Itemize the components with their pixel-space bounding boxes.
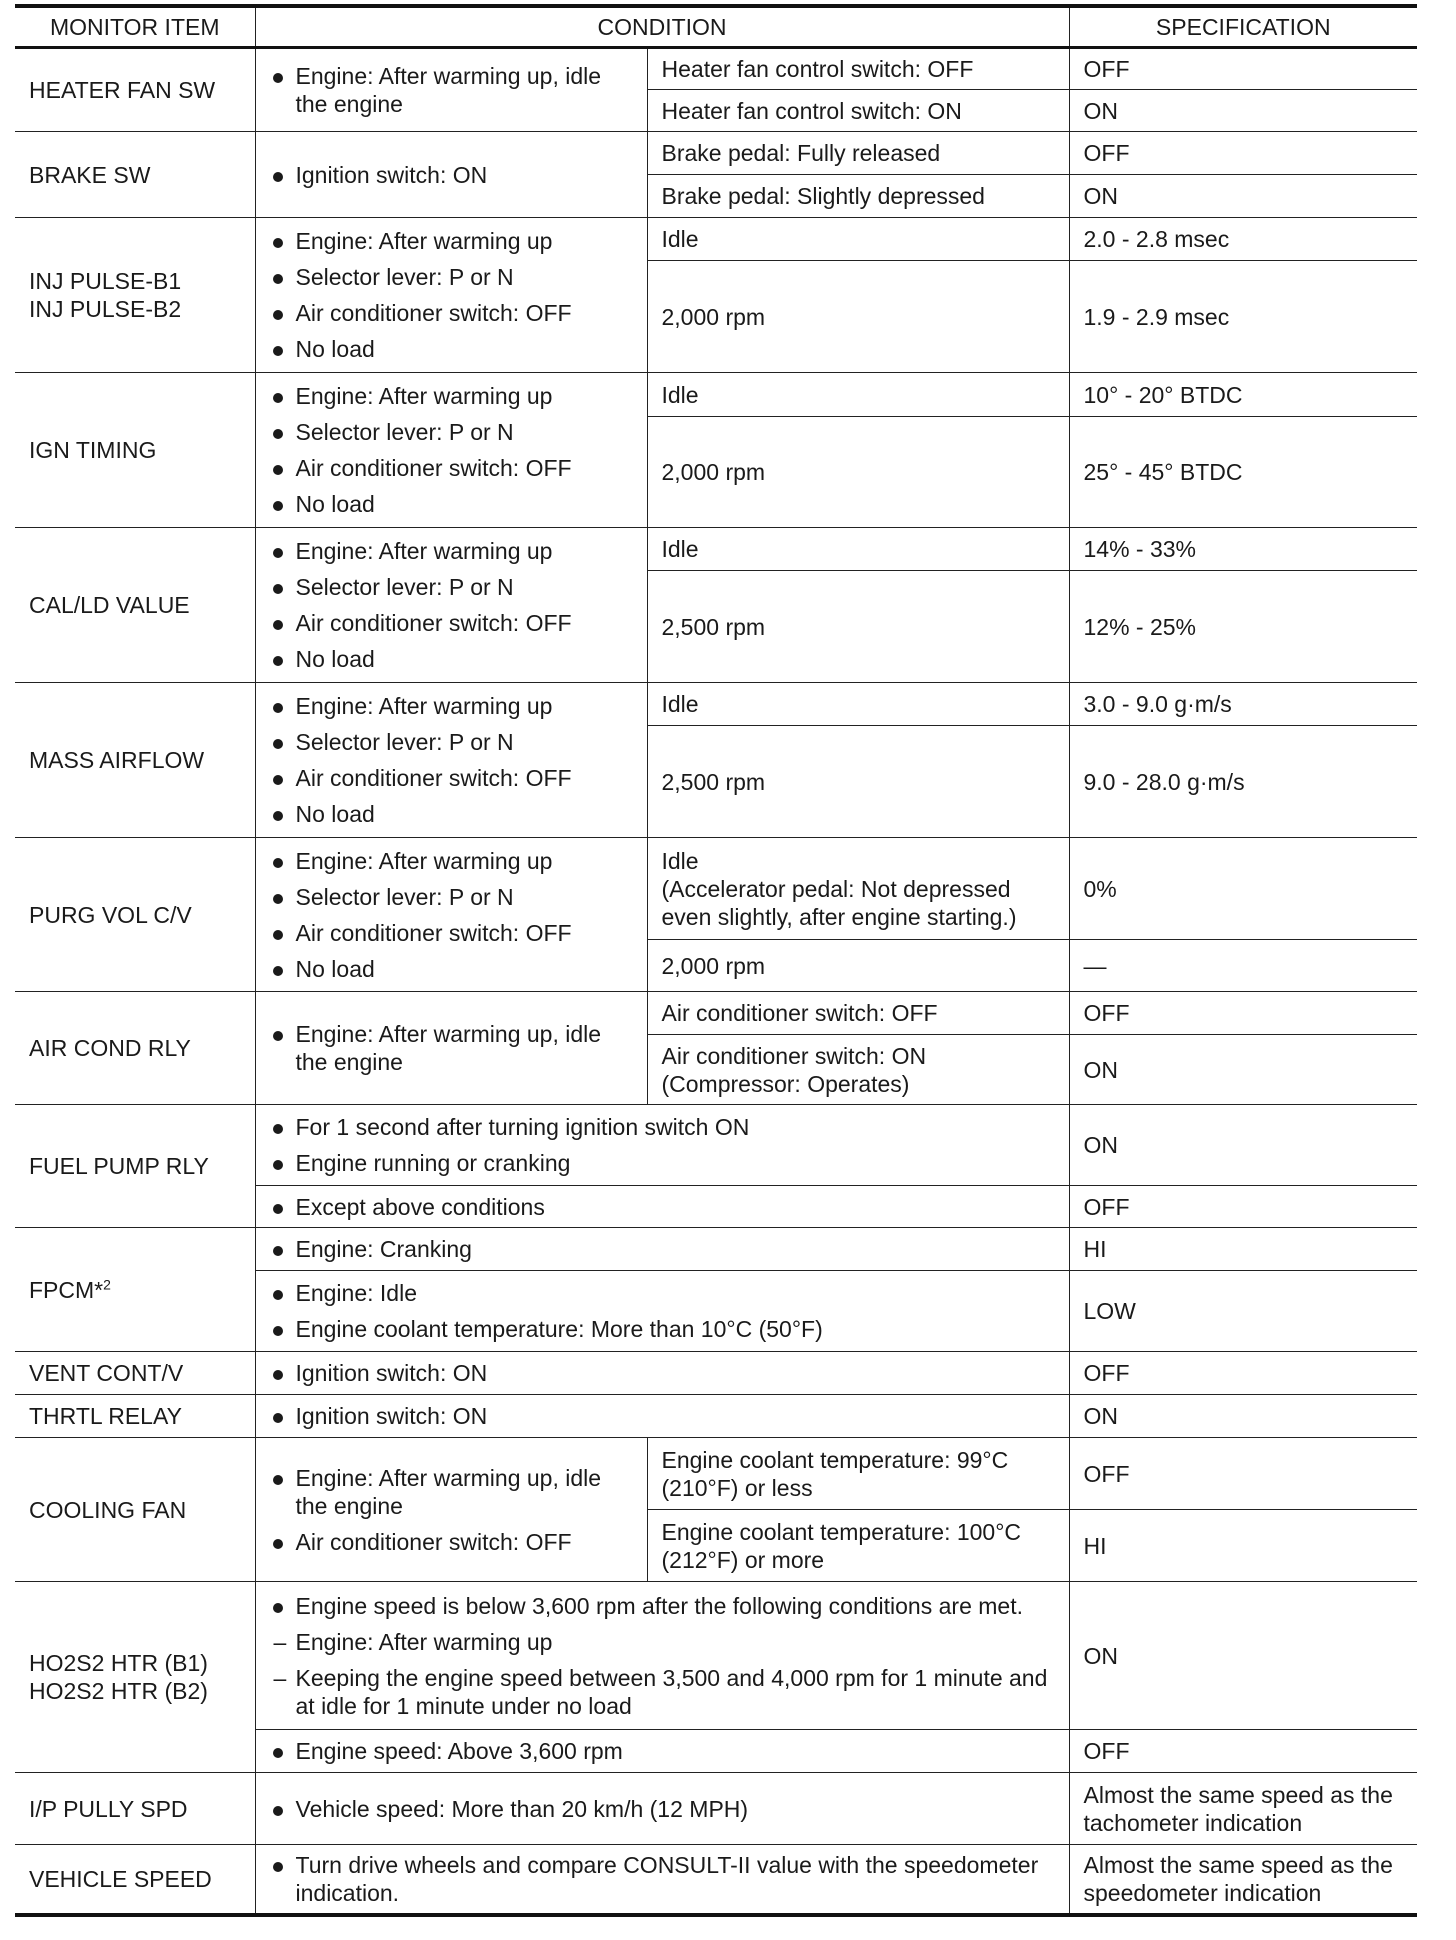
condition-cell (255, 132, 647, 218)
condition-cell (255, 1352, 1069, 1395)
condition-bullet: Selector lever: P or N (270, 573, 633, 601)
condition-cell (255, 1773, 1069, 1845)
sub-condition: 2,500 rpm (647, 726, 1069, 838)
condition-bullet: Engine speed: Above 3,600 rpm (270, 1737, 1055, 1765)
header-monitor-item: MONITOR ITEM (15, 6, 255, 48)
condition-bullet: Engine speed is below 3,600 rpm after the following conditions are met. (270, 1592, 1055, 1620)
condition-bullet: Engine: After warming up (270, 692, 633, 720)
table-row (15, 1438, 1417, 1510)
monitor-item: COOLING FAN (15, 1438, 255, 1582)
condition-bullet: Engine: Cranking (270, 1235, 1055, 1263)
sub-condition: Air conditioner switch: OFF (647, 992, 1069, 1035)
monitor-item: MASS AIRFLOW (15, 683, 255, 838)
monitor-item: BRAKE SW (15, 132, 255, 218)
condition-cell (255, 373, 647, 528)
condition-bullet: Air conditioner switch: OFF (270, 1528, 633, 1556)
table-row (15, 373, 1417, 417)
condition-cell (255, 218, 647, 373)
footnote-marker: 2 (103, 1275, 111, 1292)
sub-condition: Idle (647, 218, 1069, 261)
header-condition: CONDITION (255, 6, 1069, 48)
specification-value: 14% - 33% (1069, 528, 1417, 571)
condition-cell (255, 1105, 1069, 1186)
condition-sub-item: – Keeping the engine speed between 3,500 and 4,000 rpm for 1 minute and at idle for 1 minute under no load (270, 1664, 1055, 1720)
condition-bullet: Engine: After warming up, idle the engine (270, 1464, 633, 1520)
condition-cell (255, 683, 647, 838)
specification-value: OFF (1069, 1352, 1417, 1395)
table-row (15, 1773, 1417, 1845)
sub-condition: 2,000 rpm (647, 940, 1069, 992)
condition-sub-item: – Engine: After warming up (270, 1628, 1055, 1656)
condition-bullet: Engine coolant temperature: More than 10°C (50°F) (270, 1315, 1055, 1343)
specification-value: 10° - 20° BTDC (1069, 373, 1417, 417)
sub-condition: Engine coolant temperature: 99°C (210°F) or less (647, 1438, 1069, 1510)
table-row (15, 1105, 1417, 1186)
specification-value: 0% (1069, 838, 1417, 940)
monitor-item: AIR COND RLY (15, 992, 255, 1105)
condition-cell (255, 1845, 1069, 1915)
specification-value: ON (1069, 175, 1417, 218)
condition-bullet: Selector lever: P or N (270, 728, 633, 756)
specification-value: ON (1069, 90, 1417, 132)
condition-bullet: No load (270, 955, 633, 983)
monitor-item: INJ PULSE-B1 INJ PULSE-B2 (15, 218, 255, 373)
condition-bullet: Engine: After warming up (270, 537, 633, 565)
condition-cell (255, 1228, 1069, 1271)
monitor-item: I/P PULLY SPD (15, 1773, 255, 1845)
condition-cell (255, 48, 647, 132)
table-row (15, 1582, 1417, 1730)
monitor-item: FUEL PUMP RLY (15, 1105, 255, 1228)
specification-value: HI (1069, 1228, 1417, 1271)
condition-cell (255, 1395, 1069, 1438)
monitor-item (15, 1228, 255, 1352)
specification-value: — (1069, 940, 1417, 992)
condition-bullet: Air conditioner switch: OFF (270, 299, 633, 327)
sub-condition: Idle (647, 373, 1069, 417)
monitor-item: VEHICLE SPEED (15, 1845, 255, 1915)
monitor-item: HO2S2 HTR (B1) HO2S2 HTR (B2) (15, 1582, 255, 1773)
condition-cell (255, 528, 647, 683)
header-specification: SPECIFICATION (1069, 6, 1417, 48)
table-row (15, 1352, 1417, 1395)
sub-condition: 2,500 rpm (647, 571, 1069, 683)
specification-value: HI (1069, 1510, 1417, 1582)
specification-value: 25° - 45° BTDC (1069, 417, 1417, 528)
specification-value: ON (1069, 1105, 1417, 1186)
condition-bullet: Engine: After warming up (270, 227, 633, 255)
table-row (15, 218, 1417, 261)
specification-value: OFF (1069, 48, 1417, 90)
sub-condition: 2,000 rpm (647, 417, 1069, 528)
specification-value: 2.0 - 2.8 msec (1069, 218, 1417, 261)
table-row (15, 132, 1417, 175)
specification-value: LOW (1069, 1271, 1417, 1352)
specification-value: OFF (1069, 1186, 1417, 1228)
table-row (15, 528, 1417, 571)
sub-condition: Engine coolant temperature: 100°C (212°F) or more (647, 1510, 1069, 1582)
sub-condition: Idle (Accelerator pedal: Not depressed even slightly, after engine starting.) (647, 838, 1069, 940)
condition-cell (255, 838, 647, 992)
specification-value: OFF (1069, 1438, 1417, 1510)
specification-value: ON (1069, 1582, 1417, 1730)
monitor-item: PURG VOL C/V (15, 838, 255, 992)
condition-cell (255, 1186, 1069, 1228)
condition-bullet: Air conditioner switch: OFF (270, 919, 633, 947)
condition-bullet: Turn drive wheels and compare CONSULT-II value with the speedometer indication. (270, 1851, 1055, 1907)
specification-value: OFF (1069, 1730, 1417, 1773)
specification-value: ON (1069, 1035, 1417, 1105)
condition-bullet: For 1 second after turning ignition switch ON (270, 1113, 1055, 1141)
condition-bullet: Engine: After warming up, idle the engine (270, 62, 633, 118)
specification-value: ON (1069, 1395, 1417, 1438)
condition-bullet: Ignition switch: ON (270, 1359, 1055, 1387)
specification-value: Almost the same speed as the speedometer indication (1069, 1845, 1417, 1915)
condition-bullet: No load (270, 645, 633, 673)
specification-value: 1.9 - 2.9 msec (1069, 261, 1417, 373)
sub-condition: Heater fan control switch: ON (647, 90, 1069, 132)
condition-bullet: No load (270, 490, 633, 518)
monitor-item: HEATER FAN SW (15, 48, 255, 132)
condition-bullet: Air conditioner switch: OFF (270, 764, 633, 792)
header-row (15, 6, 1417, 48)
monitor-item: VENT CONT/V (15, 1352, 255, 1395)
sub-condition: Brake pedal: Slightly depressed (647, 175, 1069, 218)
monitor-item: IGN TIMING (15, 373, 255, 528)
specification-value: 3.0 - 9.0 g·m/s (1069, 683, 1417, 726)
sub-condition: Air conditioner switch: ON (Compressor: Operates) (647, 1035, 1069, 1105)
condition-cell (255, 1438, 647, 1582)
condition-bullet: Engine: After warming up (270, 382, 633, 410)
condition-cell (255, 1271, 1069, 1352)
condition-bullet: Selector lever: P or N (270, 883, 633, 911)
condition-bullet: Except above conditions (270, 1193, 1055, 1221)
specification-value: Almost the same speed as the tachometer indication (1069, 1773, 1417, 1845)
condition-bullet: Air conditioner switch: OFF (270, 454, 633, 482)
table-row (15, 1395, 1417, 1438)
table-row (15, 1228, 1417, 1271)
condition-cell (255, 1730, 1069, 1773)
monitor-item-label: FPCM* (29, 1276, 104, 1303)
specification-value: 9.0 - 28.0 g·m/s (1069, 726, 1417, 838)
table-row (15, 838, 1417, 940)
condition-bullet: Engine: Idle (270, 1279, 1055, 1307)
monitor-item: CAL/LD VALUE (15, 528, 255, 683)
specification-value: 12% - 25% (1069, 571, 1417, 683)
monitor-item: THRTL RELAY (15, 1395, 255, 1438)
condition-bullet: Selector lever: P or N (270, 263, 633, 291)
table-row (15, 992, 1417, 1035)
condition-bullet: Engine: After warming up, idle the engine (270, 1020, 633, 1076)
specification-value: OFF (1069, 992, 1417, 1035)
table-row (15, 683, 1417, 726)
sub-condition: Brake pedal: Fully released (647, 132, 1069, 175)
sub-condition: Heater fan control switch: OFF (647, 48, 1069, 90)
condition-bullet: Ignition switch: ON (270, 1402, 1055, 1430)
condition-bullet: No load (270, 800, 633, 828)
condition-bullet: Engine running or cranking (270, 1149, 1055, 1177)
condition-bullet: Selector lever: P or N (270, 418, 633, 446)
table-row (15, 1845, 1417, 1915)
sub-condition: Idle (647, 683, 1069, 726)
condition-bullet: Engine: After warming up (270, 847, 633, 875)
sub-condition: 2,000 rpm (647, 261, 1069, 373)
specification-value: OFF (1069, 132, 1417, 175)
condition-cell (255, 992, 647, 1105)
condition-bullet: Air conditioner switch: OFF (270, 609, 633, 637)
condition-bullet: No load (270, 335, 633, 363)
condition-cell (255, 1582, 1069, 1730)
table-row (15, 48, 1417, 90)
monitor-spec-table (15, 4, 1417, 1917)
condition-bullet: Vehicle speed: More than 20 km/h (12 MPH) (270, 1795, 1055, 1823)
condition-bullet: Ignition switch: ON (270, 161, 633, 189)
sub-condition: Idle (647, 528, 1069, 571)
